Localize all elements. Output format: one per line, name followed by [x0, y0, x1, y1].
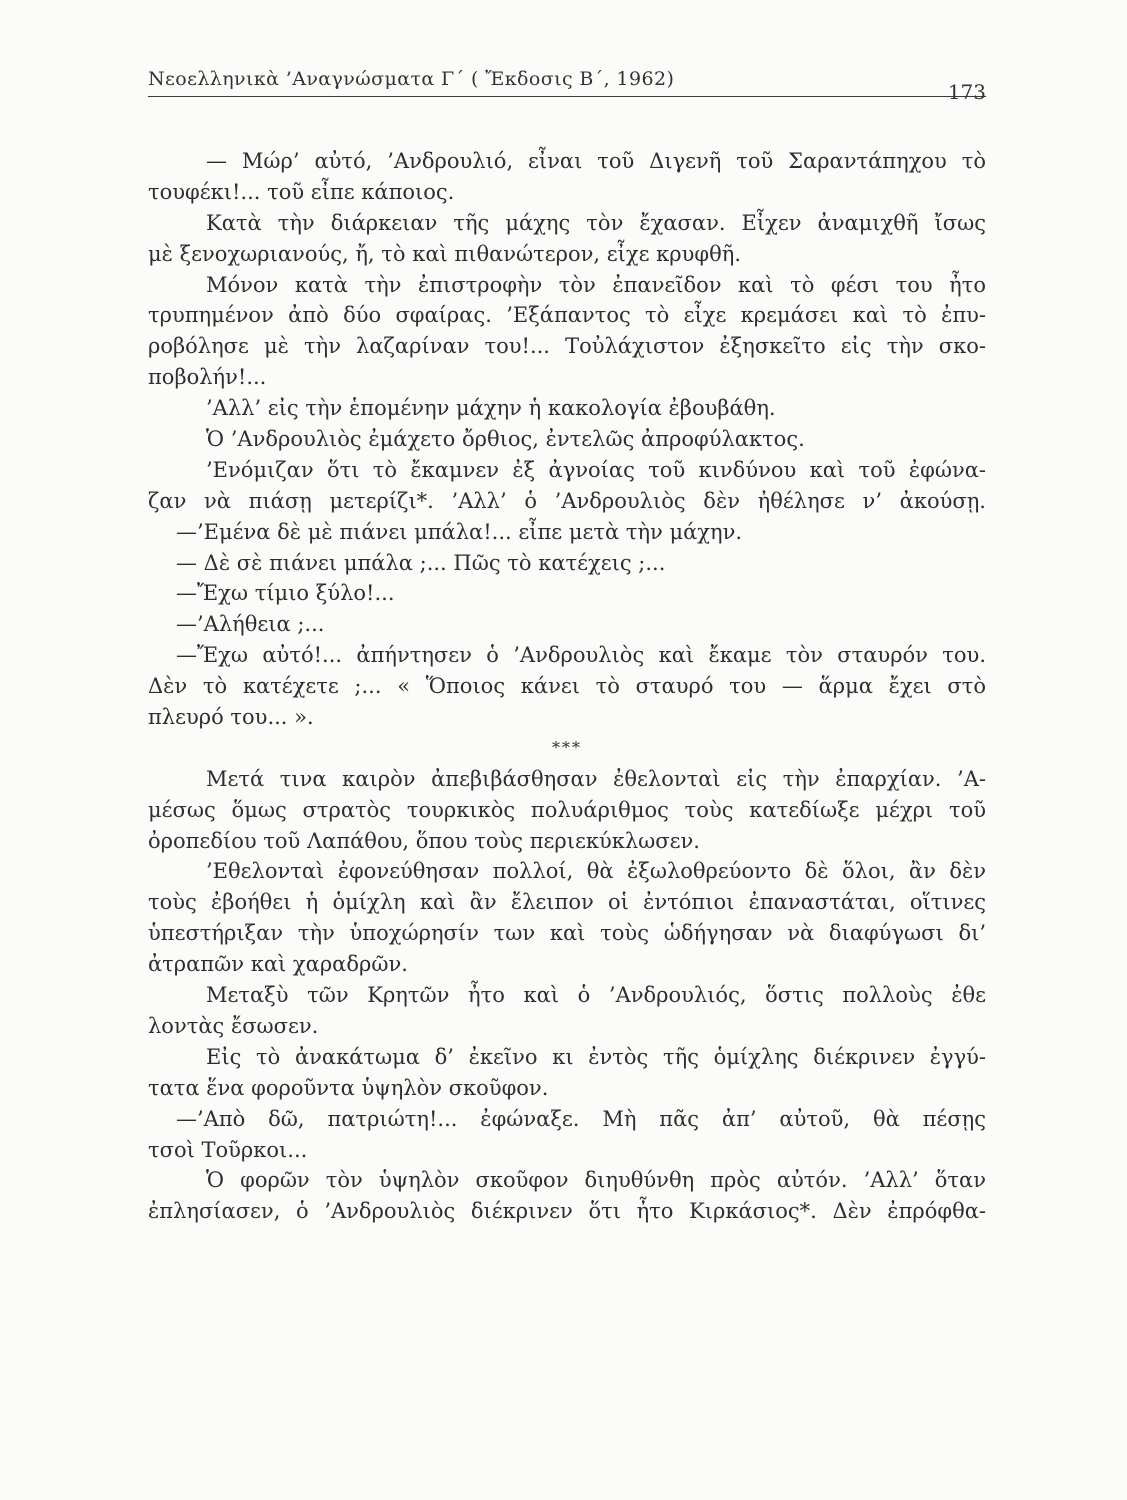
section-divider: ***: [552, 737, 582, 757]
text-line: Εἰς τὸ ἀνακάτωμα δ’ ἐκεῖνο κι ἐντὸς τῆς ὁμίχλης διέκρινεν ἐγγύ-: [206, 1044, 986, 1069]
text-line: — Δὲ σὲ πιάνει μπάλα ;... Πῶς τὸ κατέχεις ;...: [176, 550, 666, 575]
text-line: ὑπεστήριξαν τὴν ὑποχώρησίν των καὶ τοὺς ὡδήγησαν νὰ διαφύγωσι δι’: [148, 921, 986, 946]
text-line: Ὁ φορῶν τὸν ὑψηλὸν σκοῦφον διηυθύνθη πρὸς αὐτόν. ’Αλλ’ ὅταν: [206, 1168, 986, 1193]
page-number: 173: [947, 80, 986, 104]
text-line: ’Εθελονταὶ ἐφονεύθησαν πολλοί, θὰ ἐξωλοθρεύοντο δὲ ὅλοι, ἂν δὲν: [206, 859, 986, 884]
text-line: Κατὰ τὴν διάρκειαν τῆς μάχης τὸν ἔχασαν. Εἶχεν ἀναμιχθῆ ἴσως: [206, 210, 986, 235]
text-line: τοὺς ἐβοήθει ἡ ὁμίχλη καὶ ἂν ἔλειπον οἱ ἐντόπιοι ἐπαναστάται, οἵτινες: [148, 890, 986, 915]
text-line: τουφέκι!... τοῦ εἶπε κάποιος.: [148, 179, 455, 204]
text-line: —Ἔχω τίμιο ξύλο!...: [176, 581, 395, 606]
text-line: Δὲν τὸ κατέχετε ;... « Ὅποιος κάνει τὸ σταυρό του — ἅρμα ἔχει στὸ: [148, 674, 986, 699]
text-line: ἀτραπῶν καὶ χαραδρῶν.: [148, 952, 408, 977]
text-line: Ὁ ’Ανδρουλιὸς ἐμάχετο ὄρθιος, ἐντελῶς ἀπροφύλακτος.: [206, 427, 805, 452]
text-line: πλευρό του... ».: [148, 705, 314, 730]
text-line: ’Αλλ’ εἰς τὴν ἑπομένην μάχην ἡ κακολογία ἐβουβάθη.: [206, 396, 776, 421]
text-line: —’Αλήθεια ;...: [176, 612, 325, 637]
text-line: ἐπλησίασεν, ὁ ’Ανδρουλιὸς διέκρινεν ὅτι ἦτο Κιρκάσιος*. Δὲν ἐπρόφθα-: [148, 1199, 986, 1224]
running-title: Νεοελληνικὰ ’Αναγνώσματα Γ΄ ( Ἔκδοσις Β΄, 1962): [148, 68, 675, 90]
text-line: ποβολήν!...: [148, 365, 267, 390]
text-line: —Ἔχω αὐτό!... ἀπήντησεν ὁ ’Ανδρουλιὸς καὶ ἔκαμε τὸν σταυρόν του.: [176, 643, 986, 668]
text-line: μὲ ξενοχωριανούς, ἤ, τὸ καὶ πιθανώτερον, εἶχε κρυφθῆ.: [148, 241, 742, 266]
text-line: Μόνον κατὰ τὴν ἐπιστροφὴν τὸν ἐπανεῖδον καὶ τὸ φέσι του ἦτο: [206, 272, 986, 297]
text-line: ’Ενόμιζαν ὅτι τὸ ἔκαμνεν ἐξ ἀγνοίας τοῦ κινδύνου καὶ τοῦ ἐφώνα-: [206, 457, 986, 482]
text-line: τρυπημένον ἀπὸ δύο σφαίρας. ’Εξάπαντος τὸ εἶχε κρεμάσει καὶ τὸ ἐπυ-: [148, 303, 986, 328]
running-header: [148, 62, 986, 104]
text-line: Μετά τινα καιρὸν ἀπεβιβάσθησαν ἐθελονταὶ εἰς τὴν ἐπαρχίαν. ’Α-: [206, 766, 986, 791]
text-line: τατα ἕνα φοροῦντα ὑψηλὸν σκοῦφον.: [148, 1075, 549, 1100]
text-line: — Μώρ’ αὐτό, ’Ανδρουλιό, εἶναι τοῦ Διγενῆ τοῦ Σαραντάπηχου τὸ: [206, 149, 986, 173]
text-line: Μεταξὺ τῶν Κρητῶν ἦτο καὶ ὁ ’Ανδρουλιός, ὅστις πολλοὺς ἐθε: [206, 983, 986, 1008]
body-text: [148, 146, 986, 1227]
text-line: ζαν νὰ πιάσῃ μετερίζι*. ’Αλλ’ ὁ ’Ανδρουλιὸς δὲν ἠθέλησε ν’ ἀκούσῃ.: [148, 488, 986, 513]
text-line: —’Εμένα δὲ μὲ πιάνει μπάλα!... εἶπε μετὰ τὴν μάχην.: [176, 519, 743, 544]
text-line: ὀροπεδίου τοῦ Λαπάθου, ὅπου τοὺς περιεκύκλωσεν.: [148, 828, 700, 853]
text-line: μέσως ὅμως στρατὸς τουρκικὸς πολυάριθμος τοὺς κατεδίωξε μέχρι τοῦ: [148, 797, 986, 822]
text-line: ροβόλησε μὲ τὴν λαζαρίναν του!... Τοὐλάχιστον ἐξησκεῖτο εἰς τὴν σκο-: [148, 334, 986, 359]
text-line: —’Απὸ δῶ, πατριώτη!... ἐφώναξε. Μὴ πᾶς ἀπ’ αὐτοῦ, θὰ πέσῃς: [176, 1106, 986, 1131]
text-line: τσοὶ Τοῦρκοι...: [148, 1137, 308, 1162]
text-line: λοντὰς ἔσωσεν.: [148, 1013, 319, 1038]
